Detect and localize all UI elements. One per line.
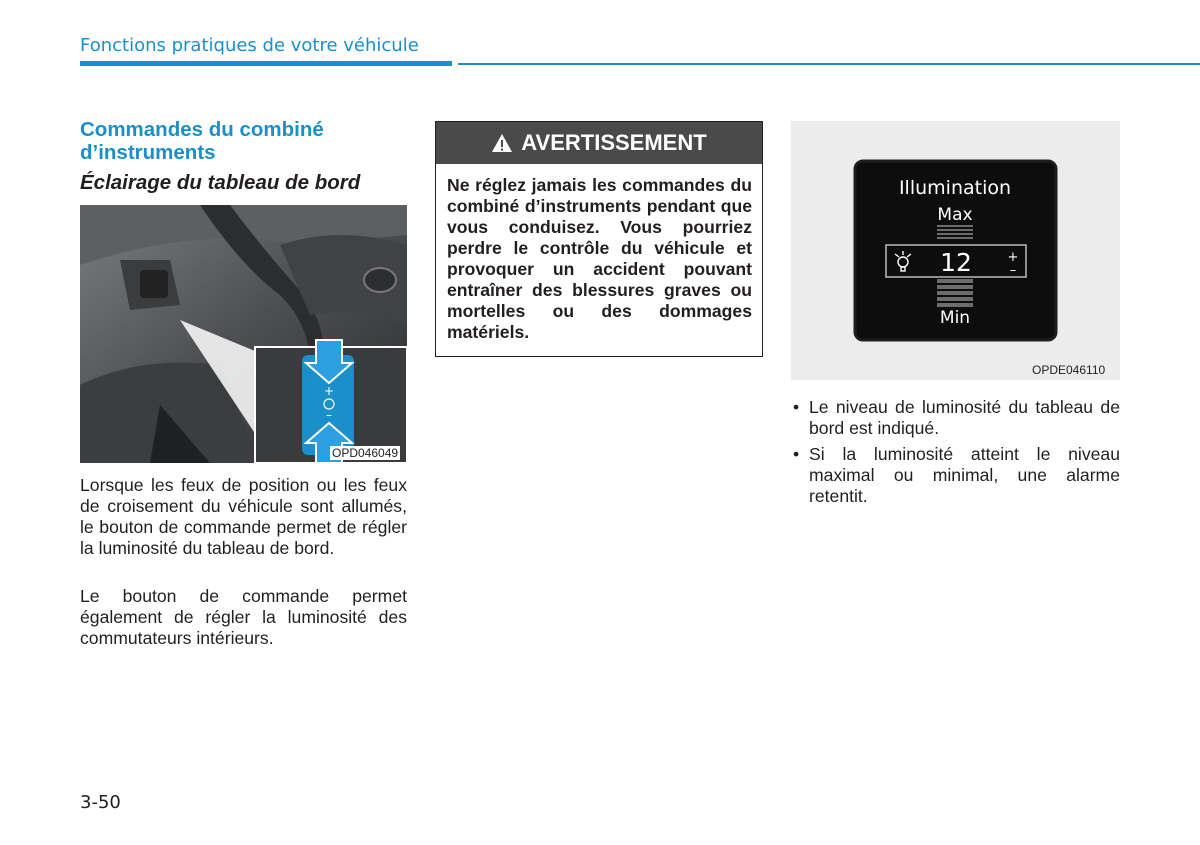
body-paragraph: Lorsque les feux de position ou les feux de croisement du véhicule sont allumés, le bouton de commande permet de régler la luminosité du tableau de bord.: [80, 475, 407, 558]
page-number: 3-50: [80, 792, 121, 813]
header-rule-thick: [80, 61, 452, 66]
section-title: Commandes du combiné d’instruments: [80, 118, 324, 164]
warning-icon: [491, 133, 513, 153]
dashboard-photo: [80, 205, 407, 463]
warning-title: AVERTISSEMENT: [521, 130, 707, 155]
display-min-label: Min: [939, 308, 971, 328]
display-level-value: 12: [940, 248, 972, 277]
svg-text:–: –: [1009, 263, 1017, 278]
list-item: • Si la luminosité atteint le niveau maximal ou minimal, une alarme retentit.: [793, 444, 1120, 506]
figure-caption: OPDE046110: [1032, 363, 1106, 377]
header-rule-thin: [458, 63, 1200, 65]
subsection-title: Éclairage du tableau de bord: [80, 171, 361, 194]
svg-text:+: +: [1007, 250, 1019, 265]
running-header: Fonctions pratiques de votre véhicule: [80, 35, 419, 56]
warning-text: Ne réglez jamais les commandes du combiné d’instruments pendant que vous conduisez. Vous pourriez perdre le contrôle du véhicule et provoquer un accident pouvant entraîner des blessures graves ou mortelles ou des dommages matériels.: [447, 175, 752, 342]
warning-box: [435, 121, 763, 357]
body-paragraph: Le bouton de commande permet également de régler la luminosité des commutateurs intérieurs.: [80, 586, 407, 648]
svg-text:+: +: [323, 384, 335, 398]
warning-header: [436, 122, 762, 164]
svg-text:–: –: [326, 408, 332, 422]
bullet-list: [791, 397, 1120, 512]
figure-caption: OPD046049: [332, 446, 399, 460]
display-title: Illumination: [898, 177, 1012, 199]
display-max-label: Max: [937, 205, 973, 225]
list-item: • Le niveau de luminosité du tableau de bord est indiqué.: [793, 397, 1120, 438]
